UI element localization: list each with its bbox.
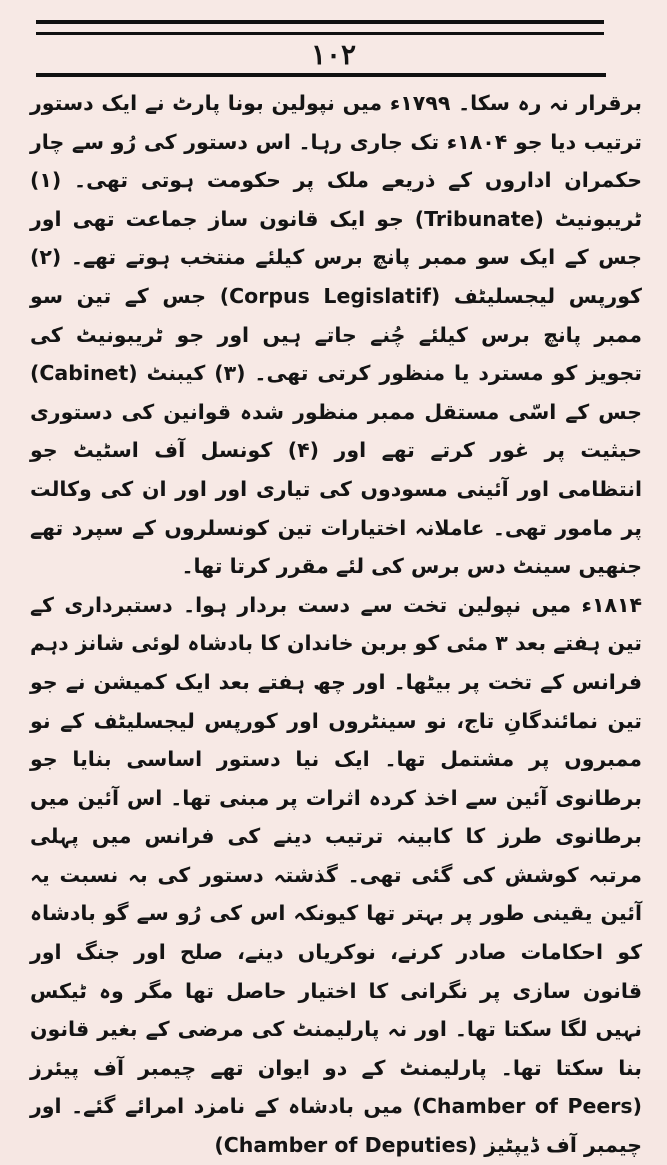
paragraph-2: ۱۸۱۴ء میں نپولین تخت سے دست بردار ہوا۔ دستبرداری کے تین ہفتے بعد ۳ مئی کو بربن خاندان کا بادشاہ لوئی شانز دہم فرانس کے تخت پر بیٹھا۔ اور چھ ہفتے بعد ایک کمیشن نے جو تین نمائندگانِ تاج، نو سینٹروں اور کورپس لیجسلیٹف کے نو ممبروں پر مشتمل تھا۔ ایک نیا دستور اساسی بنایا جو برطانوی آئین سے اخذ کردہ اثرات پر مبنی تھا۔ اس آئین میں برطانوی طرز کا کابینہ ترتیب دینے کی فرانس میں پہلی مرتبہ کوشش کی گئی تھی۔ گذشتہ دستور کی بہ نسبت یہ آئین یقینی طور پر بہتر تھا کیونکہ اس کی رُو سے گو بادشاہ کو احکامات صادر کرنے، نوکریاں دینے، صلح اور جنگ اور قانون سازی پر نگرانی کا اختیار حاصل تھا مگر وہ ٹیکس نہیں لگا سکتا تھا۔ اور نہ پارلیمنٹ کی مرضی کے بغیر قانون بنا سکتا تھا۔ پارلیمنٹ کے دو ایوان تھے چیمبر آف پیئرز (Chamber of Peers) میں بادشاہ کے نامزد امرائے گئے۔ اور چیمبر آف ڈیپٹیز (Chamber of Deputies) (30, 592, 642, 1158)
paragraph-1: برقرار نہ رہ سکا۔ ۱۷۹۹ء میں نپولین بونا پارٹ نے ایک دستور ترتیب دیا جو ۱۸۰۴ء تک جاری رہا۔ اس دستور کی رُو سے چار حکمران اداروں کے ذریعے ملک پر حکومت ہوتی تھی۔ (۱) ٹریبونیٹ (Tribunate) جو ایک قانون ساز جماعت تھی اور جس کے ایک سو ممبر پانچ برس کیلئے منتخب ہوتے تھے۔ (۲) کورپس لیجسلیٹف (Corpus Legislatif) جس کے تین سو ممبر پانچ برس کیلئے چُنے جاتے ہیں اور جو ٹریبونیٹ کی تجویز کو مسترد یا منظور کرتی تھی۔ (۳) کیبنٹ (Cabinet) جس کے اسّی مستقل ممبر منظور شدہ قوانین کی دستوری حیثیت پر غور کرتے تھے اور (۴) کونسل آف اسٹیٹ جو انتظامی اور آئینی مسودوں کی تیاری اور اور ان کی وکالت پر مامور تھی۔ عاملانہ اختیارات تین کونسلروں کے سپرد تھے جنھیں سینٹ دس برس کی لئے مقرر کرتا تھا۔ (30, 91, 643, 579)
header-rule-middle (36, 32, 604, 35)
header-rule-bottom (36, 73, 606, 77)
header-rule-top (36, 20, 604, 24)
page-body (30, 84, 642, 1165)
page-number: ۱۰۲ (310, 38, 357, 71)
